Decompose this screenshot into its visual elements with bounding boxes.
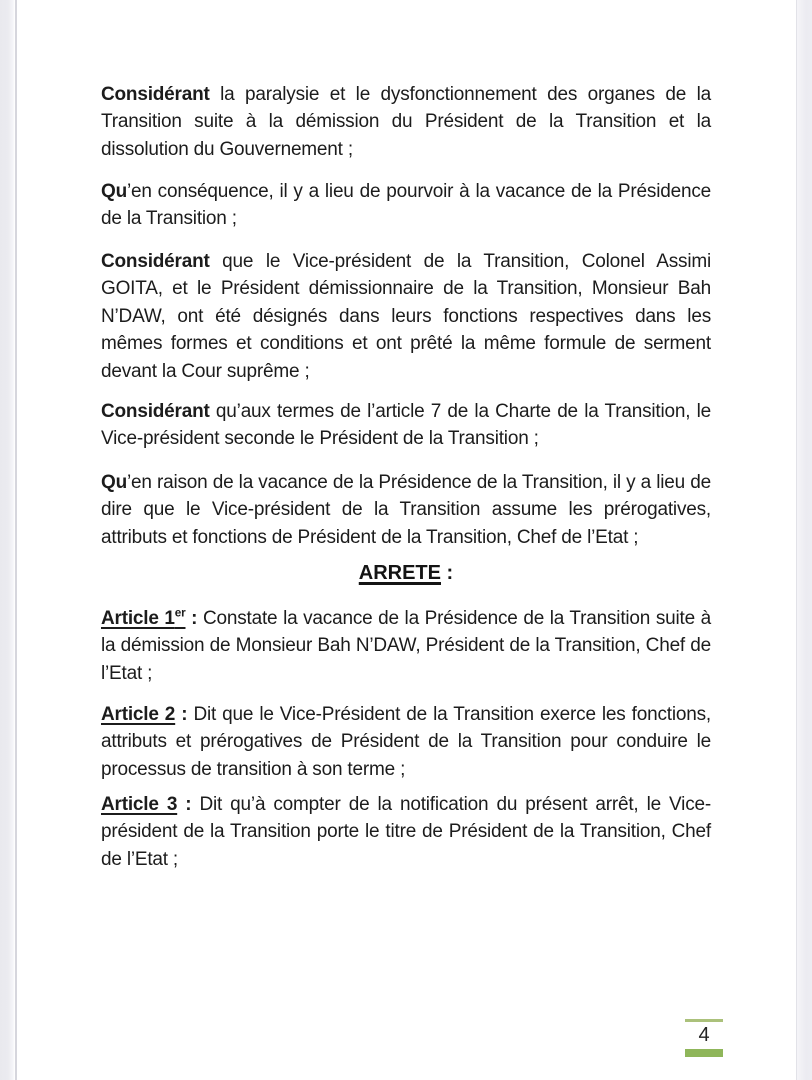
arrete-heading-title: ARRETE — [358, 562, 441, 584]
considerant-paragraph-2-text: que le Vice-président de la Transition, Colonel Assimi GOITA, et le Président démissionnaire de la Transition, Monsieur Bah N’DAW, ont été désignés dans leurs fonctions respectives dans les mêmes formes et conditions et ont prêté la même formule de serment devant la Cour suprême ; — [101, 251, 711, 382]
article-1-label-text: Article 1 — [101, 608, 175, 629]
considerant-paragraph-1 — [101, 81, 711, 163]
page-number-bottom-rule — [685, 1049, 723, 1057]
article-1-text: Constate la vacance de la Présidence de la Transition suite à la démission de Monsieur Bah N’DAW, Président de la Transition, Chef de l’Etat ; — [101, 608, 711, 684]
quen-raison-paragraph-text: ’en raison de la vacance de la Présidence de la Transition, il y a lieu de dire que le Vice-président de la Transition assume les prérogatives, attributs et fonctions de Président de la Transition, Chef de l’Etat ; — [101, 472, 711, 548]
article-1-label — [101, 608, 186, 629]
quen-consequence-paragraph-text: ’en conséquence, il y a lieu de pourvoir à la vacance de la Présidence de la Transition ; — [101, 181, 711, 230]
considerant-paragraph-3-lead: Considérant — [101, 401, 210, 422]
quen-consequence-paragraph-lead: Qu — [101, 181, 127, 202]
considerant-paragraph-2 — [101, 248, 711, 385]
article-2-text: Dit que le Vice-Président de la Transition exerce les fonctions, attributs et prérogatives de Président de la Transition pour conduire le processus de transition à son terme ; — [101, 704, 711, 780]
article-3 — [101, 791, 711, 873]
page-left-edge-shadow — [0, 0, 17, 1080]
article-2 — [101, 701, 711, 783]
quen-consequence-paragraph — [101, 178, 711, 233]
article-1-colon: : — [185, 608, 198, 629]
considerant-paragraph-3 — [101, 398, 711, 453]
page-right-edge-shadow — [796, 0, 812, 1080]
article-2-colon: : — [175, 704, 188, 725]
quen-raison-paragraph-lead: Qu — [101, 472, 127, 493]
article-2-label-text: Article 2 — [101, 704, 176, 725]
article-3-text: Dit qu’à compter de la notification du présent arrêt, le Vice-président de la Transition porte le titre de Président de la Transition, Chef de l’Etat ; — [101, 794, 711, 870]
quen-raison-paragraph — [101, 469, 711, 551]
considerant-paragraph-1-lead: Considérant — [101, 84, 210, 105]
article-3-label — [101, 794, 177, 815]
page-number: 4 — [698, 1024, 710, 1046]
considerant-paragraph-2-lead: Considérant — [101, 251, 210, 272]
article-3-label-text: Article 3 — [101, 794, 178, 815]
article-1-label-sup: er — [174, 606, 186, 620]
article-2-label — [101, 704, 175, 725]
considerant-paragraph-1-text: la paralysie et le dysfonctionnement des organes de la Transition suite à la démission du Président de la Transition et la dissolution du Gouvernement ; — [101, 84, 711, 160]
considerant-paragraph-3-text: qu’aux termes de l’article 7 de la Charte de la Transition, le Vice-président seconde le Président de la Transition ; — [101, 401, 711, 450]
article-1 — [101, 605, 711, 687]
arrete-heading — [101, 559, 711, 587]
arrete-heading-colon: : — [441, 562, 454, 584]
article-3-colon: : — [177, 794, 192, 815]
